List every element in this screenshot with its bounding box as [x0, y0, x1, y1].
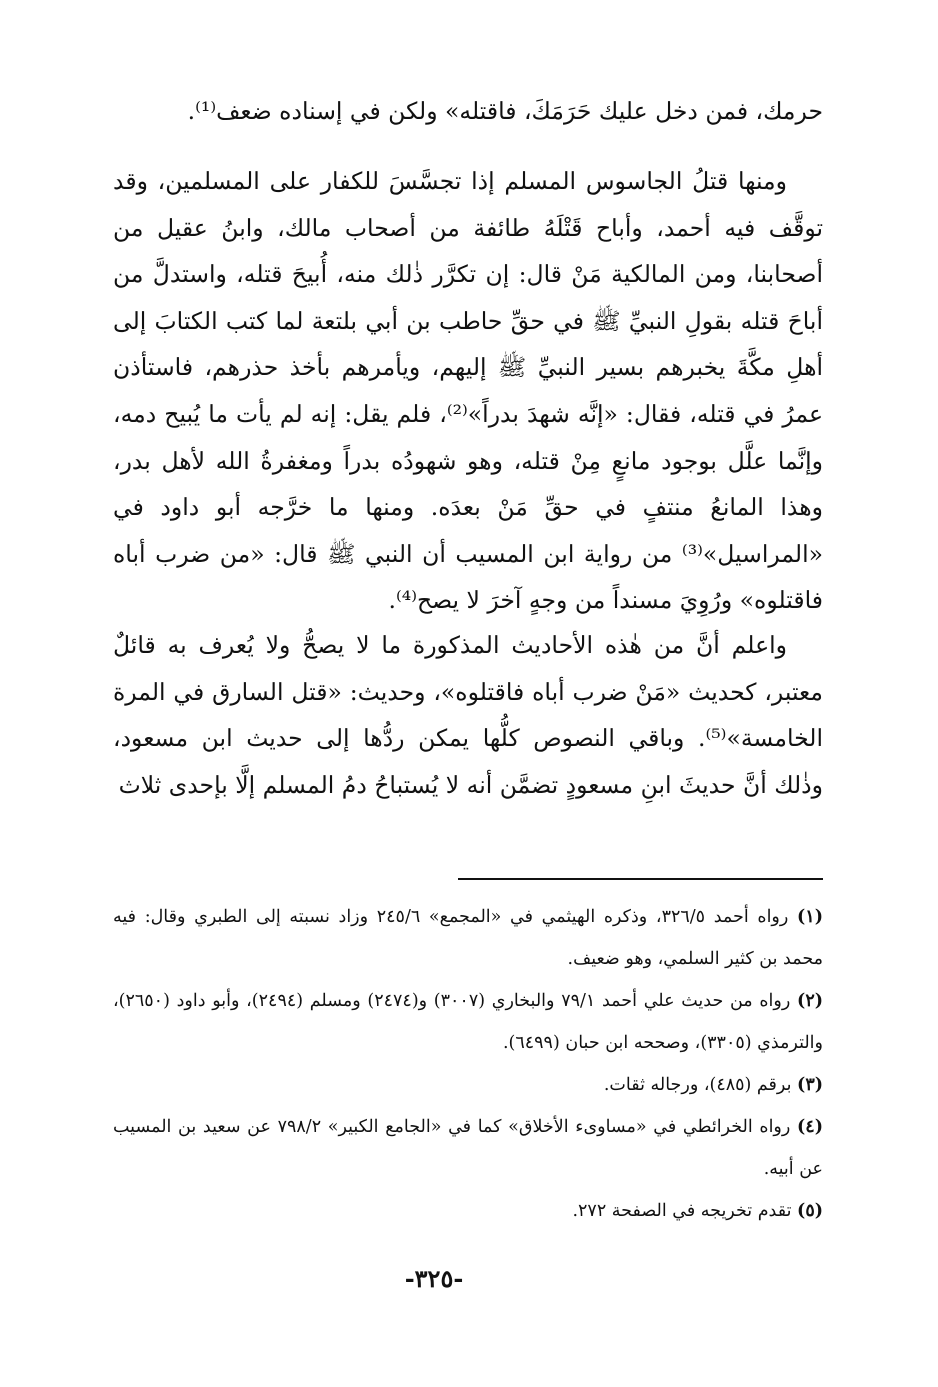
- footnotes-list: [113, 896, 823, 1232]
- footnote-3: [113, 1064, 823, 1106]
- footnote-divider: [458, 878, 823, 880]
- footnote-number: (٥): [797, 1201, 823, 1221]
- footnote-number: (٣): [797, 1075, 823, 1095]
- paragraph-1: حرمك، فمن دخل عليك حَرَمَكَ، فاقتله» ولكن في إسناده ضعف⁽¹⁾.: [187, 97, 823, 125]
- footnote-number: (١): [797, 907, 823, 927]
- footnote-text: رواه من حديث علي أحمد ٧٩/١ والبخاري (٣٠٠٧) و(٢٤٧٤) ومسلم (٢٤٩٤)، وأبو داود (٢٦٥٠)، والترمذي (٣٣٠٥)، وصححه ابن حبان (٦٤٩٩).: [113, 991, 823, 1053]
- footnote-text: تقدم تخريجه في الصفحة ٢٧٢.: [572, 1201, 792, 1221]
- footnote-number: (٤): [797, 1117, 823, 1137]
- footnote-text: رواه الخرائطي في «مساوىء الأخلاق» كما في «الجامع الكبير» ٧٩٨/٢ عن سعيد بن المسيب عن أبيه.: [113, 1117, 823, 1179]
- page-number: -٣٢٥-: [404, 1264, 464, 1293]
- paragraph-2: ومنها قتلُ الجاسوس المسلم إذا تجسَّسَ للكفار على المسلمين، وقد توقَّف فيه أحمد، وأباح قَتْلَهُ طائفة من أصحاب مالك، وابنُ عقيل من أصحابنا، ومن المالكية مَنْ قال: إن تكرَّر ذٰلك منه، أُبيحَ قتله، واستدلَّ من أباحَ قتله بقولِ النبيِّ ﷺ في حقِّ حاطب بن أبي بلتعة لما كتب الكتابَ إلى أهلِ مكَّةَ يخبرهم بسير النبيِّ ﷺ إليهم، ويأمرهم بأخذ حذرهم، فاستأذن عمرُ في قتله، فقال: «إنَّه شهدَ بدراً»⁽²⁾، فلم يقل: إنه لم يأت ما يُبيح دمه، وإنَّما علَّل بوجود مانعٍ مِنْ قتله، وهو شهودُه بدراً ومغفرةُ الله لأهل بدر، وهذا المانعُ منتفٍ في حقِّ مَنْ بعدَه. ومنها ما خرَّجه أبو داود في «المراسيل»⁽³⁾ من رواية ابن المسيب أن النبي ﷺ قال: «من ضرب أباه فاقتلوه» ورُوِيَ مسنداً من وجهٍ آخرَ لا يصح⁽⁴⁾.: [113, 167, 823, 615]
- footnote-2: [113, 980, 823, 1064]
- paragraph-3: واعلم أنَّ من هٰذه الأحاديث المذكورة ما لا يصحُّ ولا يُعرف به قائلٌ معتبر، كحديث «مَنْ ضرب أباه فاقتلوه»، وحديث: «قتل السارق في المرة الخامسة»⁽⁵⁾. وباقي النصوص كلُّها يمكن ردُّها إلى حديث ابن مسعود، وذٰلك أنَّ حديثَ ابنِ مسعودٍ تضمَّن أنه لا يُستباحُ دمُ المسلم إلَّا بإحدى ثلاث: [113, 631, 823, 799]
- footnote-5: [113, 1190, 823, 1232]
- footnote-4: [113, 1106, 823, 1190]
- footnote-1: [113, 896, 823, 980]
- footnote-number: (٢): [797, 991, 823, 1011]
- footnote-text: برقم (٤٨٥)، ورجاله ثقات.: [603, 1075, 792, 1095]
- footnote-text: رواه أحمد ٣٢٦/٥، وذكره الهيثمي في «المجمع» ٢٤٥/٦ وزاد نسبته إلى الطبري وقال: فيه محمد بن كثير السلمي، وهو ضعيف.: [113, 907, 823, 969]
